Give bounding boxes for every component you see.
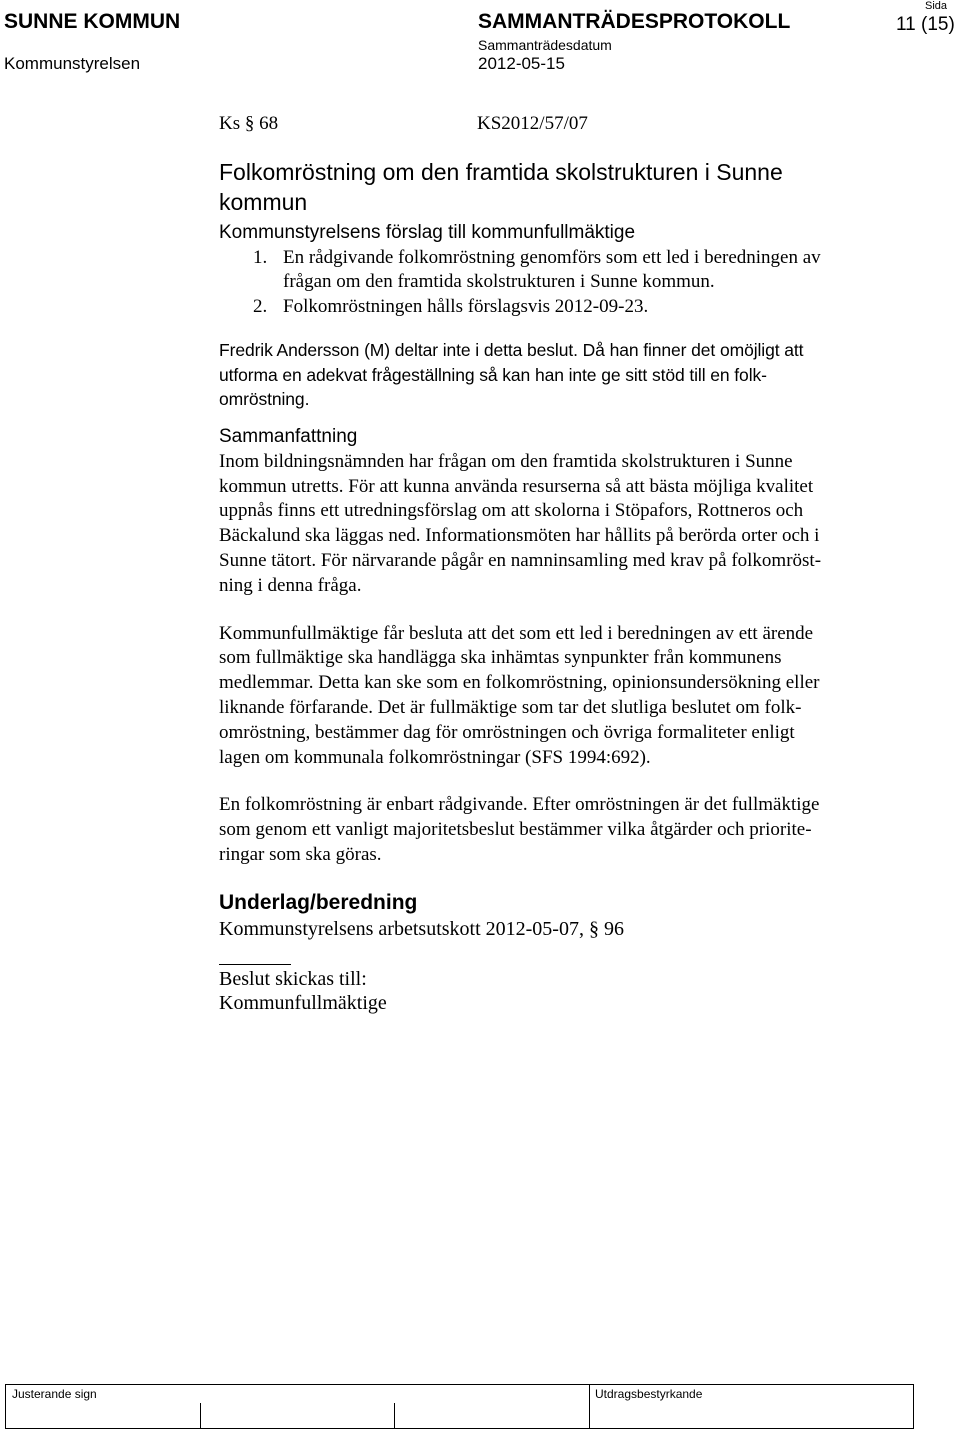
statement-line: Fredrik Andersson (M) deltar inte i detta beslut. Då han finner det omöjligt att (219, 339, 804, 360)
dispatch-section (219, 964, 909, 1017)
statement-line: utforma en adekvat frågeställning så kan han inte ge sitt stöd till en folk- (219, 364, 767, 385)
text-line: Inom bildningsnämnden har frågan om den framtida skolstrukturen i Sunne (219, 450, 793, 472)
signature-label: Justerande sign (12, 1387, 97, 1401)
meeting-date-label: Sammanträdesdatum (478, 37, 612, 53)
page-number: 11 (15) (896, 14, 955, 35)
document-body (219, 112, 909, 1016)
department-name: Kommunstyrelsen (4, 54, 141, 73)
text-line: omröstning, bestämmer dag för omröstningen och övriga formaliteter enligt (219, 721, 795, 743)
list-item-text: frågan om den framtida skolstrukturen i Sunne kommun. (283, 271, 715, 293)
case-number: KS2012/57/07 (477, 113, 588, 134)
list-item-number: 1. (253, 246, 268, 268)
page-title (219, 157, 909, 217)
list-item-text: Folkomröstningen hålls förslagsvis 2012-09-23. (283, 296, 649, 318)
municipality-name: SUNNE KOMMUN (4, 10, 181, 33)
text-line: Sunne tätort. För närvarande pågår en namninsamling med krav på folkomröst- (219, 549, 822, 571)
proposal-section (219, 221, 909, 320)
list-item (219, 246, 909, 296)
title-line: kommun (219, 189, 308, 215)
text-line: lagen om kommunala folkomröstningar (SFS 1994:692). (219, 746, 651, 768)
text-line: Bäckalund ska läggas ned. Informationsmöten har hållits på berörda orter och i (219, 525, 820, 547)
summary-paragraph (219, 450, 909, 599)
text-line: som fullmäktige ska handlägga ska inhämtas synpunkter från kommunens (219, 647, 782, 669)
statement-line: omröstning. (219, 389, 310, 410)
text-line: liknande förfarande. Det är fullmäktige som tar det slutliga beslutet om folk- (219, 696, 802, 718)
text-line: ringar som ska göras. (219, 843, 382, 865)
text-line: En folkomröstning är enbart rådgivande. Efter omröstningen är det fullmäktige (219, 794, 820, 816)
signature-footer (5, 1384, 914, 1429)
list-item (219, 295, 909, 320)
signature-divider (589, 1385, 590, 1429)
signature-divider (394, 1403, 395, 1429)
document-type: SAMMANTRÄDESPROTOKOLL (478, 10, 791, 33)
basis-section (219, 889, 909, 942)
separator-line (219, 964, 291, 965)
basis-heading: Underlag/beredning (219, 890, 418, 914)
summary-heading: Sammanfattning (219, 426, 358, 448)
basis-paragraph-reference: § 96 (588, 917, 624, 940)
proposal-heading: Kommunstyrelsens förslag till kommunfullmäktige (219, 222, 636, 243)
dispatch-label: Beslut skickas till: (219, 967, 367, 990)
list-item-number: 2. (253, 296, 268, 318)
signature-divider (200, 1403, 201, 1429)
text-line: som genom ett vanligt majoritetsbeslut bestämmer vilka åtgärder och priorite- (219, 819, 812, 841)
text-line: Kommunfullmäktige får besluta att det som ett led i beredningen av ett ärende (219, 622, 814, 644)
basis-text-prefix: Kommunstyrelsens arbetsutskott 2012-05-07, (219, 917, 589, 940)
case-reference (219, 112, 909, 138)
text-line: ning i denna fråga. (219, 574, 362, 596)
text-line: medlemmar. Detta kan ske som en folkomröstning, opinionsundersökning eller (219, 672, 820, 694)
meeting-date: 2012-05-15 (478, 54, 565, 73)
certification-label: Utdragsbestyrkande (595, 1387, 703, 1401)
dispatch-recipient: Kommunfullmäktige (219, 992, 387, 1015)
text-line: kommun utretts. För att kunna använda resurserna så att bästa möjliga kvalitet (219, 475, 814, 497)
list-item-text: En rådgivande folkomröstning genomförs som ett led i beredningen av (283, 246, 821, 268)
title-line: Folkomröstning om den framtida skolstrukturen i Sunne (219, 159, 783, 185)
proposal-list (219, 246, 909, 320)
summary-paragraph (219, 793, 909, 867)
dissent-statement (219, 338, 909, 412)
text-line: uppnås finns ett utredningsförslag om att skolorna i Stöpafors, Rottneros och (219, 500, 804, 522)
case-paragraph: Ks § 68 (219, 113, 279, 134)
summary-section (219, 425, 909, 867)
summary-paragraph (219, 622, 909, 771)
page-label: Sida (925, 0, 948, 12)
basis-text (219, 917, 909, 942)
